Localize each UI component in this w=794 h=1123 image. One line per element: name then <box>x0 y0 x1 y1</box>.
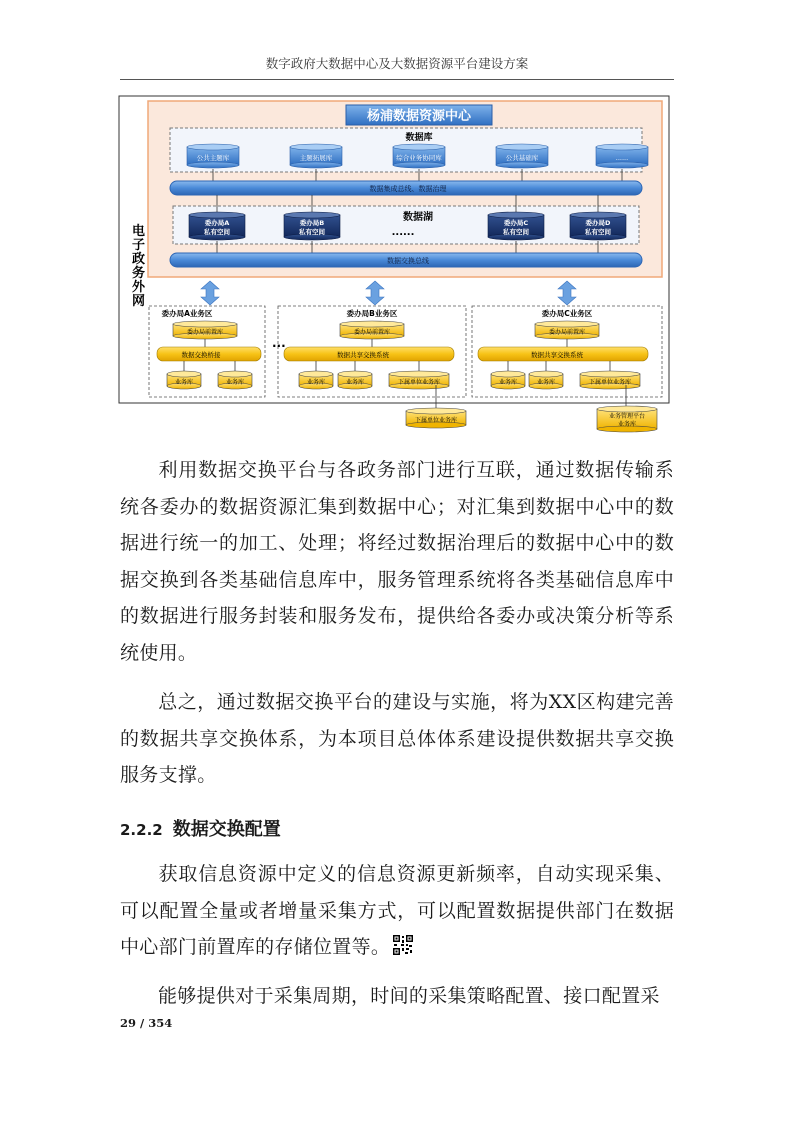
business-zone <box>149 306 265 397</box>
business-zone <box>278 306 466 397</box>
private-space-label-1: 委办局C <box>503 219 529 227</box>
private-space-label-2: 私有空间 <box>503 228 529 236</box>
private-space-label-1: 委办局D <box>585 219 611 227</box>
outer-network-label <box>132 223 146 309</box>
exchange-system-label: 数据交换桥接 <box>181 351 221 359</box>
business-lib-label: 业务库 <box>225 379 245 386</box>
private-space-label-1: 委办局A <box>204 219 230 227</box>
business-zone-title: 委办局A业务区 <box>161 309 213 318</box>
database-label: 公共主题库 <box>196 154 230 162</box>
front-db-label: 委办局前置库 <box>186 329 224 336</box>
external-lib-b-label: 下属单位业务库 <box>414 417 458 424</box>
business-lib-label: 下属单位业务库 <box>397 379 441 386</box>
section-title: 数据交换配置 <box>172 819 281 840</box>
business-lib-label: 业务库 <box>536 379 556 386</box>
private-space-label-2: 私有空间 <box>299 228 325 236</box>
outer-label-char: 网 <box>132 294 146 309</box>
database-label: 综合业务协同库 <box>396 154 442 162</box>
outer-label-char: 政 <box>132 252 146 267</box>
center-title: 杨浦数据资源中心 <box>366 109 472 124</box>
data-lake-dots: ...... <box>391 227 415 238</box>
outer-label-char: 务 <box>132 266 146 281</box>
header-rule <box>120 79 674 80</box>
paragraph-3 <box>120 856 674 966</box>
external-lib-c <box>597 406 657 432</box>
business-lib-label: 业务库 <box>306 379 326 386</box>
external-lib-c-label-2: 业务库 <box>617 421 637 428</box>
paragraph-1 <box>120 452 674 672</box>
database-label: 主题拓展库 <box>299 154 333 162</box>
database-label: ...... <box>615 154 629 162</box>
exchange-bus-label: 数据交换总线 <box>387 257 429 265</box>
paragraph-3-text: 获取信息资源中定义的信息资源更新频率，自动实现采集、可以配置全量或者增量采集方式，可以配置数据提供部门在数据中心部门前置库的存储位置等。 <box>120 863 674 959</box>
front-db-label: 委办局前置库 <box>548 329 586 336</box>
business-zone-title: 委办局C业务区 <box>541 309 593 318</box>
business-lib-label: 业务库 <box>345 379 365 386</box>
front-db-label: 委办局前置库 <box>353 329 391 336</box>
paragraph-4 <box>120 978 674 1015</box>
outer-label-char: 电 <box>132 224 146 239</box>
integration-bus-label: 数据集成总线、数据治理 <box>369 185 447 193</box>
outer-label-char: 外 <box>132 280 146 295</box>
business-lib-label: 业务库 <box>174 379 194 386</box>
architecture-diagram <box>118 95 678 440</box>
section-number: 2.2.2 <box>120 821 163 839</box>
external-lib-c-label-1: 业务管理平台 <box>608 413 646 420</box>
business-zone <box>472 306 662 397</box>
business-zones <box>149 306 662 397</box>
exchange-system-label: 数据共享交换系统 <box>531 351 583 359</box>
page-number: 29 / 354 <box>120 1016 173 1030</box>
database-label: 公共基础库 <box>505 154 539 162</box>
business-lib-label: 业务库 <box>498 379 518 386</box>
section-heading <box>120 815 281 841</box>
database-section-label: 数据库 <box>405 133 433 143</box>
page-header: 数字政府大数据中心及大数据资源平台建设方案 <box>265 56 529 71</box>
data-lake-label: 数据湖 <box>403 212 433 223</box>
private-space-label-1: 委办局B <box>299 219 325 227</box>
business-lib-label: 下属单位业务库 <box>588 379 632 386</box>
paragraph-2 <box>120 684 674 794</box>
paragraph-1-text: 利用数据交换平台与各政务部门进行互联，通过数据传输系统各委办的数据资源汇集到数据中心；对汇集到数据中心中的数据进行统一的加工、处理；将经过数据治理后的数据中心中的数据交换到各类基础信息库中，服务管理系统将各类基础信息库中的数据进行服务封装和服务发布，提供给各委办或决策分析等系统使用。 <box>120 459 674 664</box>
outer-label-char: 子 <box>132 238 146 253</box>
exchange-system-label: 数据共享交换系统 <box>337 351 389 359</box>
business-zone-title: 委办局B业务区 <box>346 309 398 318</box>
private-space-label-2: 私有空间 <box>204 228 230 236</box>
private-space-label-2: 私有空间 <box>585 228 611 236</box>
qr-code-icon <box>392 934 414 956</box>
paragraph-4-text: 能够提供对于采集周期，时间的采集策略配置、接口配置采 <box>158 985 660 1007</box>
zone-dots: ... <box>272 336 286 350</box>
external-lib-b <box>406 408 466 428</box>
paragraph-2-text: 总之，通过数据交换平台的建设与实施，将为XX区构建完善的数据共享交换体系，为本项目总体体系建设提供数据共享交换服务支撑。 <box>120 691 674 787</box>
